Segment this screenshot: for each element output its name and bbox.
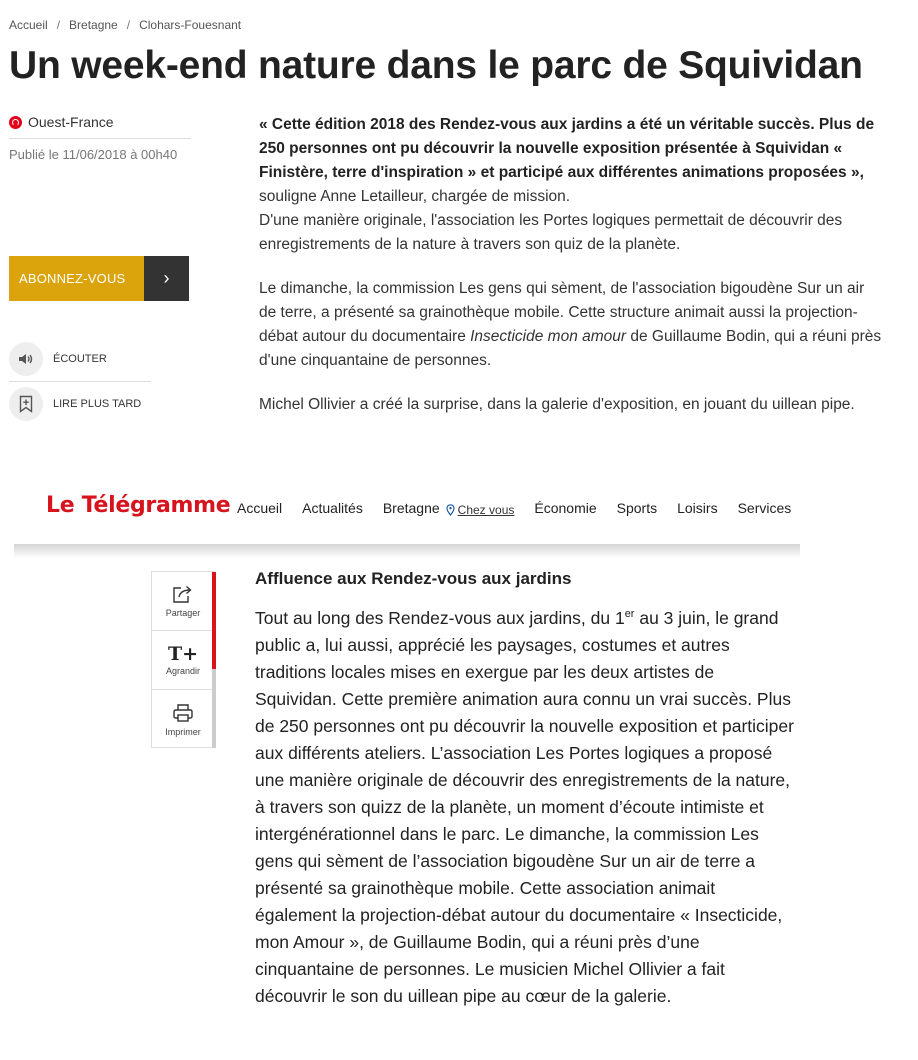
read-later-button[interactable] (9, 386, 151, 422)
bookmark-plus-icon (9, 387, 43, 421)
nav-sports[interactable]: Sports (616, 500, 658, 516)
share-button[interactable] (152, 572, 214, 631)
read-later-label: LIRE PLUS TARD (53, 398, 142, 410)
print-label: Imprimer (165, 726, 201, 737)
telegramme-logo[interactable]: Le Télégramme (46, 493, 231, 518)
toolbar-scroll-track (212, 669, 216, 748)
paragraph: Le dimanche, la commission Les gens qui sèment, de l'association bigoudène Sur un air de terre, a présenté sa grainothèque mobile. Cette structure animait aussi la projection-débat autour du documentaire Insecticide mon amour de Guillaume Bodin, qui a réuni près d'une cinquantaine de personnes. (259, 280, 882, 369)
nav-economie[interactable]: Économie (534, 500, 597, 516)
nav-actualites[interactable]: Actualités (302, 500, 363, 516)
page-title: Un week-end nature dans le parc de Squividan (9, 44, 863, 87)
share-icon (172, 584, 194, 604)
paragraph: « Cette édition 2018 des Rendez-vous aux jardins a été un véritable succès. Plus de 250 personnes ont pu découvrir la nouvelle exposition présentée à Squividan « Finistère, terre d'inspiration » et participé aux différentes animations proposées », souligne Anne Letailleur, chargée de mission. D'une manière originale, l'association les Portes logiques permettait de découvrir des enregistrements de la nature à travers son quiz de la planète. (259, 116, 875, 253)
nav-chez-vous[interactable] (446, 502, 515, 518)
chevron-right-icon: › (144, 256, 189, 301)
nav-services[interactable]: Services (737, 500, 792, 516)
listen-button[interactable] (9, 341, 151, 382)
ouest-france-logo-icon (9, 116, 22, 129)
article-body (259, 113, 884, 437)
printer-icon (172, 703, 194, 723)
location-pin-icon (446, 504, 455, 516)
share-toolbar (151, 571, 215, 748)
breadcrumb-item-accueil[interactable]: Accueil (9, 18, 48, 32)
print-button[interactable] (152, 690, 214, 749)
article-source (9, 114, 191, 139)
article-text: Tout au long des Rendez-vous aux jardins, du 1er au 3 juin, le grand public a, lui aussi, apprécié les paysages, costumes et autres traditions locales mises en exergue par les deux artistes de Squividan. Cette première animation aura connu un vrai succès. Plus de 250 personnes ont pu découvrir la nouvelle exposition et participer aux différents ateliers. L’association Les Portes logiques a proposé une manière originale de découvrir des enregistrements de la nature, à travers son quizz de la planète, un moment d’écoute intimiste et intergénérationnel dans le parc. Le dimanche, la commission Les gens qui sèment de l’association bigoudène Sur un air de terre a présenté sa grainothèque mobile. Cette association animait également la projection-débat autour du documentaire « Insecticide, mon Amour », de Guillaume Bodin, qui a réuni près d’une cinquantaine de personnes. Le musicien Michel Ollivier a fait découvrir le son du uillean pipe au cœur de la galerie. (255, 608, 794, 1006)
nav-loisirs[interactable]: Loisirs (677, 500, 718, 516)
main-nav (237, 500, 811, 516)
paragraph: Michel Ollivier a créé la surprise, dans la galerie d'exposition, en jouant du uillean pipe. (259, 396, 855, 413)
article-headline: Affluence aux Rendez-vous aux jardins (255, 569, 572, 588)
header-shadow (14, 544, 800, 558)
chez-vous-label: Chez vous (457, 503, 515, 517)
nav-bretagne[interactable]: Bretagne (382, 500, 440, 516)
speaker-icon (9, 342, 43, 376)
telegramme-article (255, 569, 800, 1010)
breadcrumb-item-clohars[interactable]: Clohars-Fouesnant (139, 18, 242, 32)
quote-text: « Cette édition 2018 des Rendez-vous aux jardins a été un véritable succès. Plus de 250 personnes ont pu découvrir la nouvelle exposition présentée à Squividan « Finistère, terre d'inspiration » et participé aux différentes animations proposées », (259, 116, 875, 181)
documentary-title: Insecticide mon amour (470, 328, 627, 345)
toolbar-accent-bar (212, 572, 216, 669)
source-name: Ouest-France (28, 114, 114, 130)
listen-label: ÉCOUTER (53, 353, 107, 365)
share-label: Partager (165, 608, 201, 618)
breadcrumb-item-bretagne[interactable]: Bretagne (69, 18, 118, 32)
breadcrumb-separator: / (126, 18, 131, 32)
subscribe-label: ABONNEZ-VOUS (9, 256, 144, 301)
subscribe-button[interactable] (9, 256, 189, 301)
breadcrumb-separator: / (56, 18, 61, 32)
published-date: Publié le 11/06/2018 à 00h40 (9, 147, 178, 162)
enlarge-text-button[interactable] (152, 631, 214, 690)
nav-accueil[interactable]: Accueil (237, 500, 283, 516)
breadcrumb (9, 18, 241, 32)
text-size-icon: T+ (167, 643, 199, 665)
enlarge-label: Agrandir (165, 666, 201, 676)
